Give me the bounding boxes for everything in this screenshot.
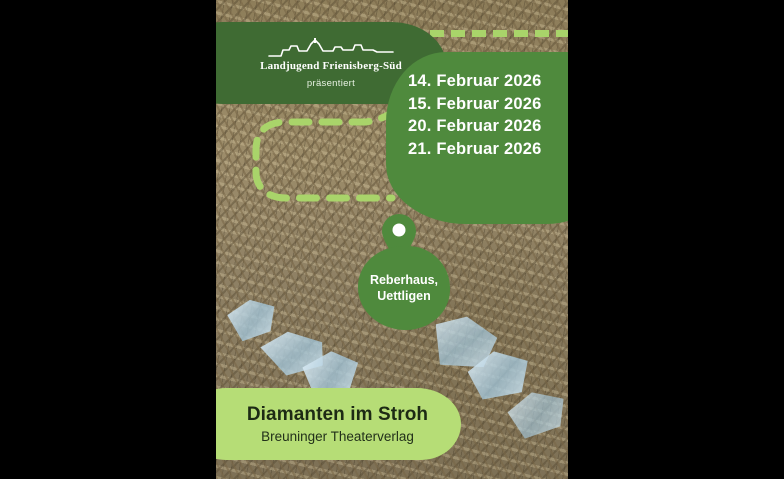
- date-item: 20. Februar 2026: [408, 117, 542, 135]
- play-title: Diamanten im Stroh: [246, 404, 429, 425]
- village-skyline-icon: [267, 38, 395, 58]
- location-blob: [358, 246, 450, 330]
- date-item: 21. Februar 2026: [408, 139, 542, 158]
- date-item: 15. Februar 2026: [408, 94, 542, 113]
- event-poster: [216, 0, 568, 479]
- venue-name: Reberhaus,: [369, 273, 439, 287]
- dates-blob: [386, 52, 568, 224]
- play-title-blob: [216, 388, 461, 460]
- organization-tagline: präsentiert: [306, 77, 356, 89]
- organization-name: Landjugend Frienisberg-Süd: [260, 59, 402, 72]
- play-publisher: Breuninger Theaterverlag: [261, 429, 414, 444]
- date-item: 14. Februar 2026: [408, 72, 542, 90]
- venue-town: Uettligen: [377, 289, 431, 303]
